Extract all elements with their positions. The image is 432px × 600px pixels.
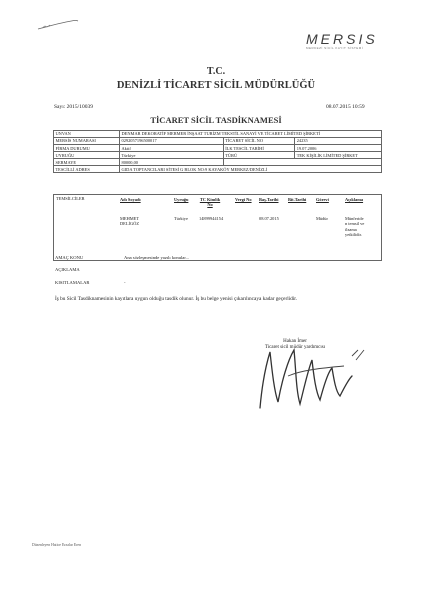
rep-aciklama-line: n temsil ve [345, 221, 365, 227]
rep-aciklama [345, 216, 364, 238]
label-unvan: UNVAN [54, 131, 120, 138]
rep-name-line1: MEHMET [120, 216, 140, 221]
registry-info-table [53, 130, 382, 173]
logo-subtitle: MERKEZİ SİCİL KAYIT SİSTEMİ [306, 46, 364, 50]
label-amac-konu: AMAÇ KONU [55, 255, 84, 260]
col-header-tc-kimlik: TC Kimlik No [199, 196, 221, 207]
label-adres: TESCİLLİ ADRES [54, 166, 120, 173]
value-unvan: DENMAR DEKORATİF MERMER İNŞAAT TURİZM TEKSTİL SANAYİ VE TİCARET LİMİTED ŞİRKETİ [120, 131, 382, 138]
col-header-uyruk: Uyruğu [174, 196, 189, 202]
rep-uyruk: Türkiye [174, 216, 188, 221]
label-aciklama: AÇIKLAMA [55, 267, 80, 272]
handwritten-signature-icon [252, 330, 377, 420]
value-sicil-no: 24235 [295, 138, 382, 145]
rep-name [120, 216, 139, 227]
row-unvan [54, 131, 382, 138]
rep-tc: 14899944154 [199, 216, 224, 221]
row-sermaye [54, 159, 382, 166]
value-ilk-tescil: 19.07.2006 [295, 145, 382, 152]
signatory-name: Hakan İmer [283, 339, 307, 344]
col-header-vergi-no: Vergi No [235, 196, 252, 202]
mersis-logo [306, 31, 378, 50]
footer-prepared-by: Düzenleyen Hatice Erzalar Eren [32, 543, 82, 547]
logo-wordmark: MERSIS [306, 31, 378, 47]
value-turu: TEK KİŞİLİK LİMİTED ŞİRKET [295, 152, 382, 159]
label-sicil-no: TİCARET SİCİL NO [223, 138, 294, 145]
value-adres: GIDA TOPTANCILARI SİTESİ G BLOK NO:9 KAYAKÖY MERKEZ/DENİZLİ [120, 166, 382, 173]
label-sermaye: SERMAYE [54, 159, 120, 166]
label-uyruk: UYRUĞU [54, 152, 120, 159]
value-kisitlamalar: - [124, 280, 126, 285]
representatives-section [53, 194, 382, 261]
value-mersis: 0292057196500017 [120, 138, 224, 145]
label-mersis: MERSİS NUMARASI [54, 138, 120, 145]
value-uyruk: Türkiye [120, 152, 224, 159]
document-title: TİCARET SİCİL TASDİKNAMESİ [150, 115, 282, 125]
label-kisitlamalar: KISITLAMALAR [55, 280, 90, 285]
col-header-bit-tarihi: Bit.Tarihi [288, 196, 307, 202]
value-durum: Aktif [120, 145, 224, 152]
col-header-ad-soyad: Adı Soyadı [120, 196, 141, 202]
document-date: 08.07.2015 10:59 [326, 104, 365, 110]
rep-aciklama-line: yetkilidir. [345, 232, 362, 238]
label-temsilciler: TEMSİLCİLER [56, 196, 85, 201]
header-tc: T.C. [206, 66, 226, 77]
label-turu: TÜRÜ [223, 152, 294, 159]
value-amac-konu: Ana sözleşmesinde yazılı konular... [124, 255, 190, 260]
document-number: Sayı: 2015/10039 [54, 104, 93, 110]
rep-name-line2: DELİGÖZ [120, 221, 140, 227]
col-header-gorevi: Görevi [316, 196, 329, 202]
handwritten-mark-icon [36, 19, 80, 31]
row-uyruk [54, 152, 382, 159]
col-header-bas-tarihi: Baş.Tarihi [259, 196, 279, 202]
row-adres [54, 166, 382, 173]
rep-bas-tarihi: 08.07.2015 [259, 216, 279, 221]
col-header-aciklama: Açıklama [345, 196, 364, 202]
signatory-title: Ticaret sicil müdür yardımcısı [264, 345, 326, 350]
rep-aciklama-line: Münferide [345, 216, 364, 221]
row-mersis [54, 138, 382, 145]
header-directorate: DENİZLİ TİCARET SİCİL MÜDÜRLÜĞÜ [116, 80, 316, 91]
row-durum [54, 145, 382, 152]
label-durum: FİRMA DURUMU [54, 145, 120, 152]
rep-aciklama-line: ilzama [345, 226, 357, 232]
empty-cell [223, 159, 381, 166]
label-ilk-tescil: İLK TESCİL TARİHİ [223, 145, 294, 152]
value-sermaye: 80000,00 [120, 159, 224, 166]
rep-gorev: Müdür [316, 216, 328, 221]
validity-statement: İş bu Sicil Tasdiknamesinin kayıtlara uygun olduğu tasdik olunur. İş bu belge yenisi çıkarılıncaya kadar geçerlidir. [55, 296, 298, 302]
